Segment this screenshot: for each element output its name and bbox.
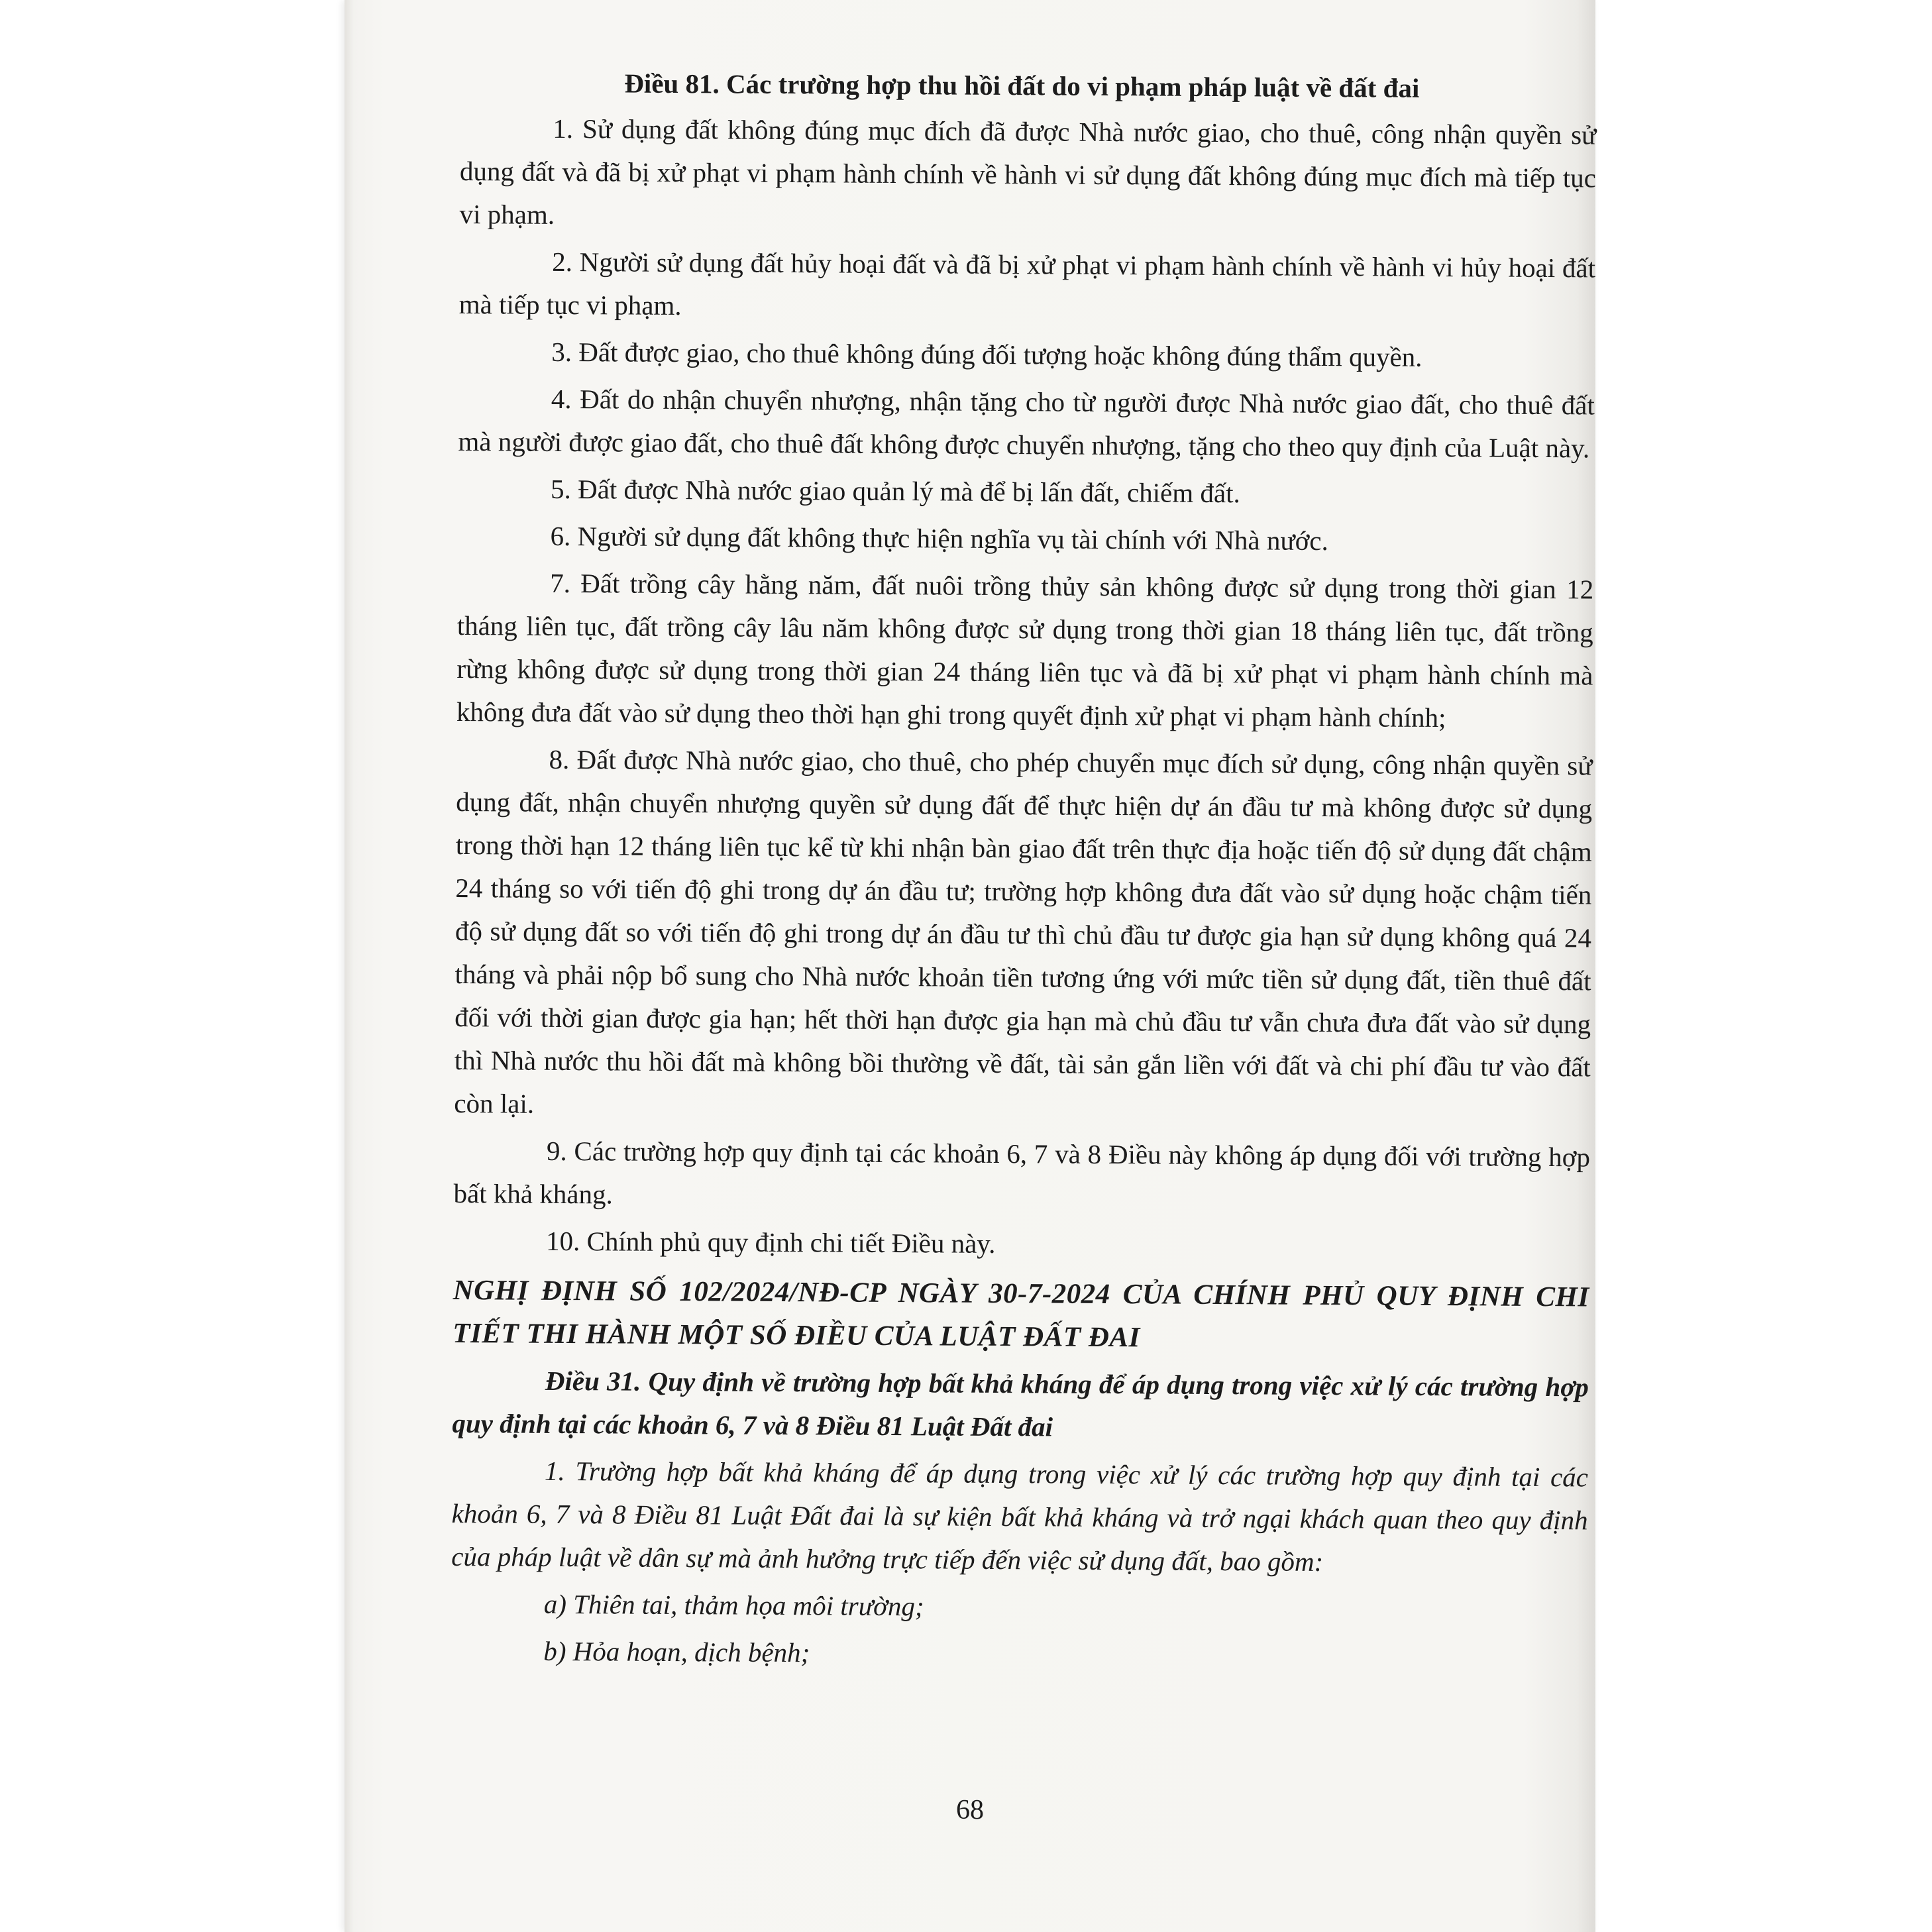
article-81-clause-8: 8. Đất được Nhà nước giao, cho thuê, cho phép chuyển mục đích sử dụng, công nhận quyền sử dụng đất, nhận chuyển nhượng quyền sử dụng đất để thực hiện dự án đầu tư mà không được sử dụng trong thời hạn 12 tháng liên tục kể từ khi nhận bàn giao đất trên thực địa hoặc tiến độ sử dụng đất chậm 24 tháng so với tiến độ ghi trong dự án đầu tư; trường hợp không đưa đất vào sử dụng hoặc chậm tiến độ sử dụng đất so với tiến độ ghi trong dự án đầu tư thì chủ đầu tư được gia hạn sử dụng không quá 24 tháng và phải nộp bổ sung cho Nhà nước khoản tiền tương ứng với mức tiền sử dụng đất, tiền thuê đất đối với thời gian được gia hạn; hết thời hạn được gia hạn mà chủ đầu tư vẫn chưa đưa đất vào sử dụng thì Nhà nước thu hồi đất mà không bồi thường về đất, tài sản gắn liền với đất và chi phí đầu tư vào đất còn lại. — [454, 743, 1593, 1119]
article-81-clause-10: 10. Chính phủ quy định chi tiết Điều này. — [545, 1225, 996, 1259]
article-81-clause-9: 9. Các trường hợp quy định tại các khoản 6, 7 và 8 Điều này không áp dụng đối với trường hợp bất khả kháng. — [453, 1135, 1591, 1210]
book-page — [345, 0, 1595, 1932]
article-81-clause-3: 3. Đất được giao, cho thuê không đúng đối tượng hoặc không đúng thẩm quyền. — [551, 336, 1422, 372]
article-81-clause-5: 5. Đất được Nhà nước giao quản lý mà để bị lấn đất, chiếm đất. — [550, 473, 1240, 509]
decree-article-31-clause-1: 1. Trường hợp bất khả kháng để áp dụng trong việc xử lý các trường hợp quy định tại các khoản 6, 7 và 8 Điều 81 Luật Đất đai là sự kiện bất khả kháng và trở ngại khách quan theo quy định của pháp luật về dân sự mà ảnh hưởng trực tiếp đến việc sử dụng đất, bao gồm: — [451, 1455, 1589, 1577]
page-number: 68 — [956, 1795, 984, 1825]
article-81-clause-2: 2. Người sử dụng đất hủy hoại đất và đã bị xử phạt vi phạm hành chính về hành vi hủy hoại đất mà tiếp tục vi phạm. — [458, 246, 1596, 321]
article-81-clause-6: 6. Người sử dụng đất không thực hiện nghĩa vụ tài chính với Nhà nước. — [550, 520, 1328, 557]
article-81-clause-7: 7. Đất trồng cây hằng năm, đất nuôi trồng thủy sản không được sử dụng trong thời gian 12 tháng liên tục, đất trồng cây lâu năm không được sử dụng trong thời gian 18 tháng liên tục, đất trồng rừng không được sử dụng trong thời gian 24 tháng liên tục và đã bị xử phạt vi phạm hành chính mà không đưa đất vào sử dụng theo thời hạn ghi trong quyết định xử phạt vi phạm hành chính; — [456, 567, 1594, 733]
article-81-clause-4: 4. Đất do nhận chuyển nhượng, nhận tặng cho từ người được Nhà nước giao đất, cho thuê đất mà người được giao đất, cho thuê đất không được chuyển nhượng, tặng cho theo quy định của Luật này. — [458, 383, 1595, 464]
decree-article-31-title: Điều 31. Quy định về trường hợp bất khả kháng để áp dụng trong việc xử lý các trường hợp quy định tại các khoản 6, 7 và 8 Điều 81 Luật Đất đai — [452, 1365, 1589, 1442]
page-content — [451, 61, 1597, 1683]
decree-article-31-item-a: a) Thiên tai, thảm họa môi trường; — [543, 1588, 924, 1622]
decree-article-31-item-b: b) Hỏa hoạn, dịch bệnh; — [543, 1635, 810, 1668]
article-81-clause-1: 1. Sử dụng đất không đúng mục đích đã được Nhà nước giao, cho thuê, công nhận quyền sử dụng đất và đã bị xử phạt vi phạm hành chính về hành vi sử dụng đất không đúng mục đích mà tiếp tục vi phạm. — [459, 113, 1597, 230]
article-81-title: Điều 81. Các trường hợp thu hồi đất do vi phạm pháp luật về đất đai — [624, 68, 1420, 103]
decree-title: NGHỊ ĐỊNH SỐ 102/2024/NĐ-CP NGÀY 30-7-2024 CỦA CHÍNH PHỦ QUY ĐỊNH CHI TIẾT THI HÀNH MỘT SỐ ĐIỀU CỦA LUẬT ĐẤT ĐAI — [453, 1274, 1589, 1354]
